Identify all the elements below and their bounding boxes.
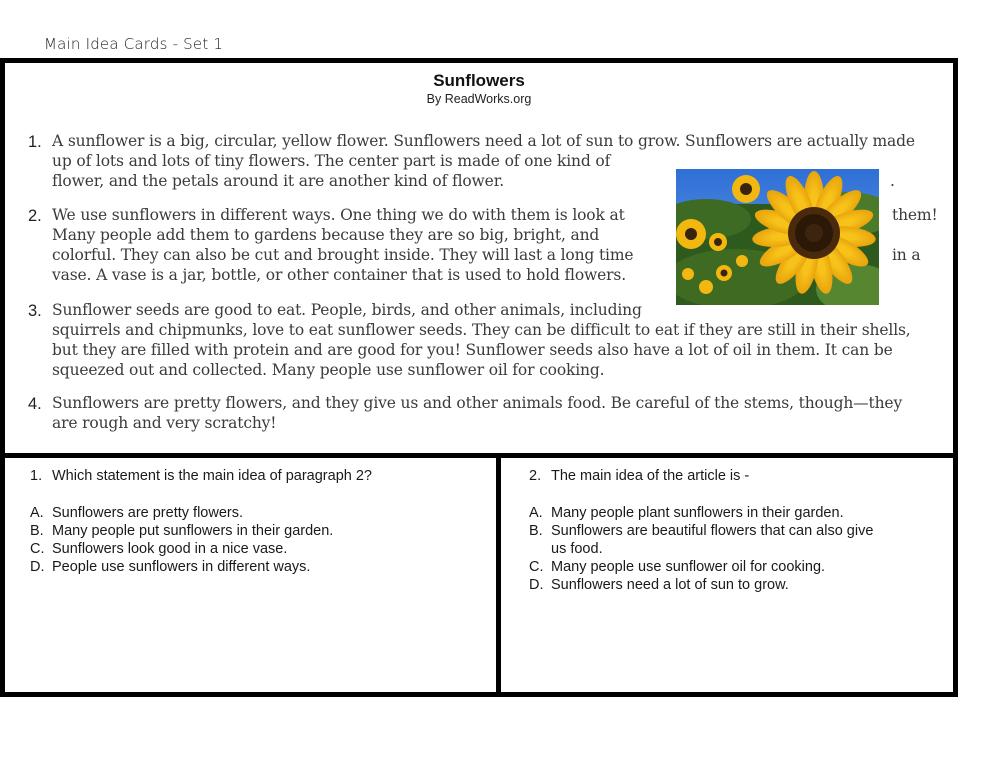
answer-option[interactable]: People use sunflowers in different ways. bbox=[52, 559, 311, 575]
answer-option[interactable]: Many people plant sunflowers in their garden. bbox=[551, 505, 844, 521]
paragraph-line: Many people add them to gardens because they are so big, bright, and bbox=[52, 226, 600, 244]
question-stem: Which statement is the main idea of paragraph 2? bbox=[52, 468, 372, 484]
article-title: Sunflowers bbox=[433, 71, 525, 90]
card-set-label: Main Idea Cards - Set 1 bbox=[44, 35, 224, 53]
paragraph-line: up of lots and lots of tiny flowers. The center part is made of one kind of bbox=[52, 152, 611, 170]
paragraph-line-tail: them! bbox=[892, 206, 938, 224]
paragraph-line: colorful. They can also be cut and brought inside. They will last a long time bbox=[52, 246, 634, 264]
option-letter: B. bbox=[30, 523, 44, 539]
paragraph-line-tail: . bbox=[890, 172, 895, 190]
answer-option[interactable]: Many people use sunflower oil for cooking. bbox=[551, 559, 826, 575]
answer-option[interactable]: Sunflowers need a lot of sun to grow. bbox=[551, 577, 789, 593]
answer-option[interactable]: Many people put sunflowers in their garden. bbox=[52, 523, 334, 539]
paragraph-number: 2. bbox=[28, 207, 42, 225]
paragraph-line: Sunflower seeds are good to eat. People, birds, and other animals, including bbox=[52, 301, 642, 319]
answer-option[interactable]: Sunflowers are beautiful flowers that can also give bbox=[551, 523, 874, 539]
paragraph-line: A sunflower is a big, circular, yellow flower. Sunflowers need a lot of sun to grow. Sunflowers are actually made bbox=[52, 132, 915, 150]
option-letter: A. bbox=[30, 505, 44, 521]
paragraph-line: Sunflowers are pretty flowers, and they give us and other animals food. Be careful of the stems, though—they bbox=[52, 394, 903, 412]
paragraph-line: are rough and very scratchy! bbox=[52, 414, 277, 432]
option-letter: A. bbox=[529, 505, 543, 521]
paragraph-number: 1. bbox=[28, 133, 42, 151]
sunflower-photo bbox=[676, 169, 879, 305]
article-byline: By ReadWorks.org bbox=[426, 92, 532, 106]
question-number: 2. bbox=[529, 468, 542, 484]
option-letter: B. bbox=[529, 523, 543, 539]
paragraph-number: 4. bbox=[28, 395, 42, 413]
paragraph-line: vase. A vase is a jar, bottle, or other container that is used to hold flowers. bbox=[52, 266, 627, 284]
paragraph-number: 3. bbox=[28, 302, 42, 320]
question-stem: The main idea of the article is - bbox=[551, 468, 750, 484]
answer-option-continued: us food. bbox=[551, 541, 603, 557]
paragraph-line: squirrels and chipmunks, love to eat sunflower seeds. They can be difficult to eat if they are still in their shells, bbox=[52, 321, 911, 339]
answer-option[interactable]: Sunflowers are pretty flowers. bbox=[52, 505, 243, 521]
question-card-2 bbox=[496, 453, 958, 697]
paragraph-line: but they are filled with protein and are good for you! Sunflower seeds also have a lot of oil in them. It can be bbox=[52, 341, 893, 359]
option-letter: D. bbox=[529, 577, 544, 593]
option-letter: C. bbox=[30, 541, 45, 557]
option-letter: C. bbox=[529, 559, 544, 575]
paragraph-line: squeezed out and collected. Many people use sunflower oil for cooking. bbox=[52, 361, 605, 379]
paragraph-line: We use sunflowers in different ways. One thing we do with them is look at bbox=[52, 206, 625, 224]
question-card-1 bbox=[0, 453, 501, 697]
question-number: 1. bbox=[30, 468, 43, 484]
paragraph-line-tail: in a bbox=[892, 246, 921, 264]
answer-option[interactable]: Sunflowers look good in a nice vase. bbox=[52, 541, 288, 557]
paragraph-line: flower, and the petals around it are another kind of flower. bbox=[52, 172, 505, 190]
option-letter: D. bbox=[30, 559, 45, 575]
